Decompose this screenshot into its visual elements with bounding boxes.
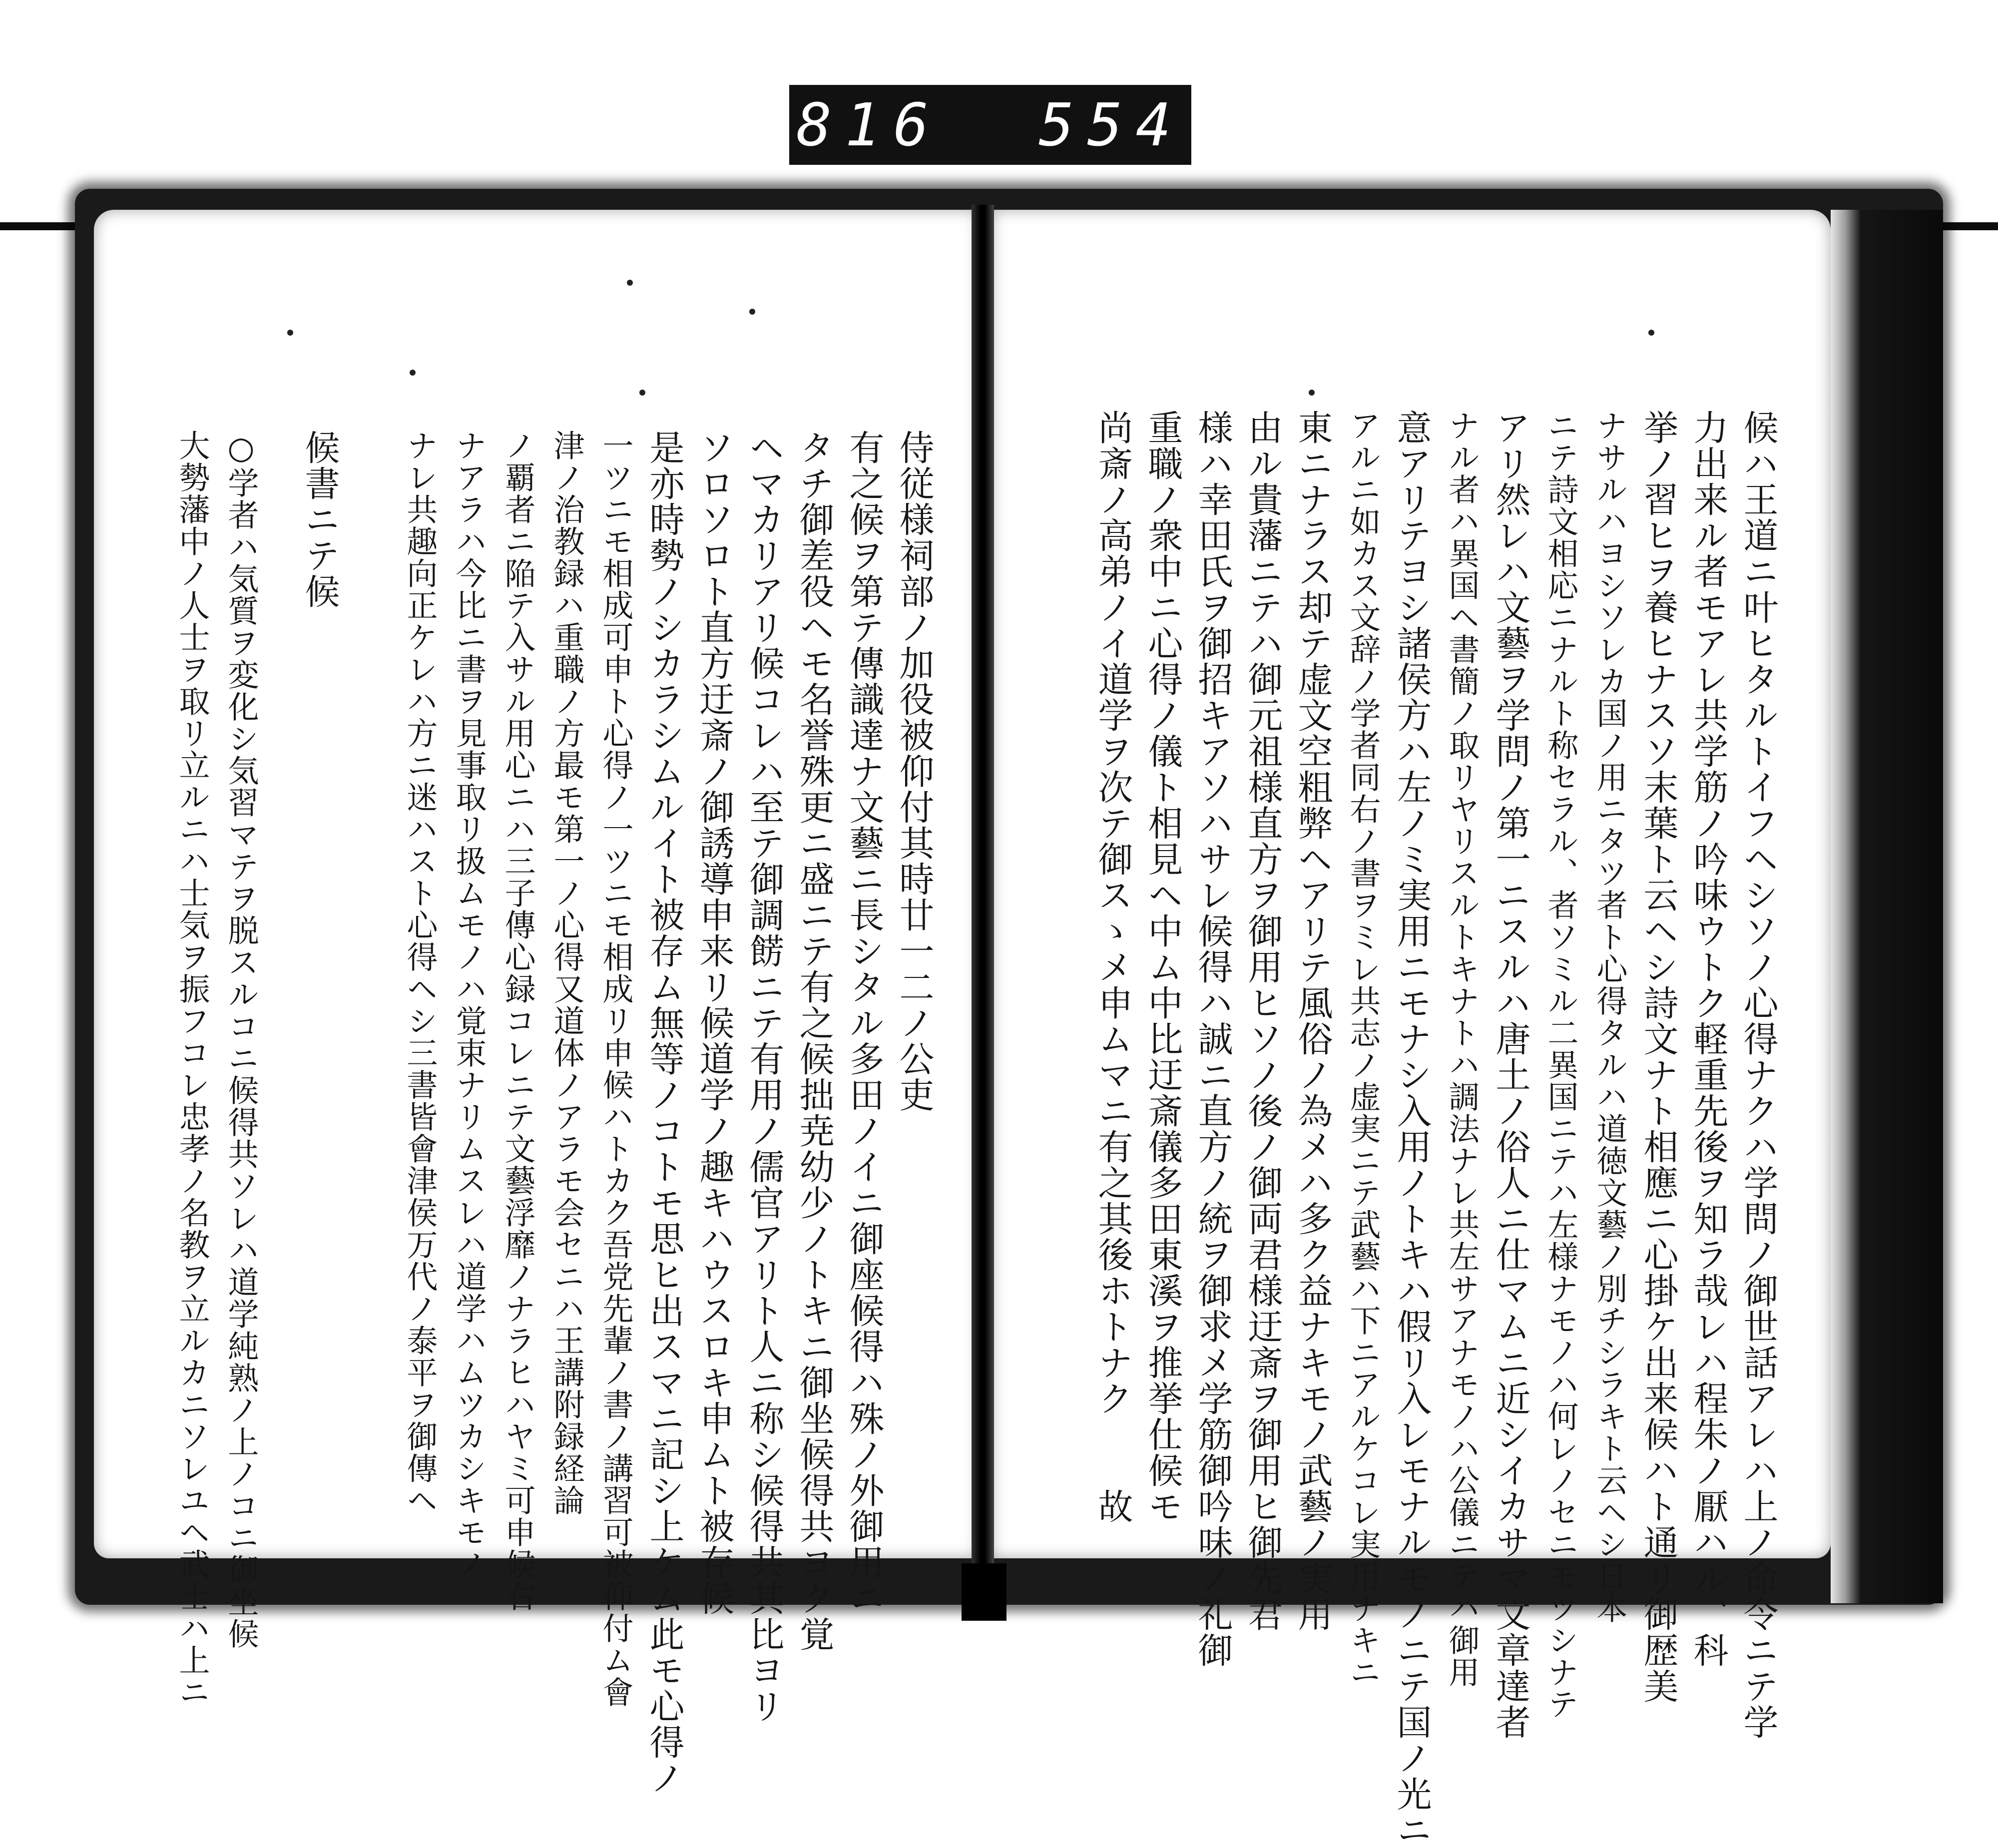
gutter-foot-shadow — [962, 1563, 1006, 1621]
text-column: 様ハ幸田氏ヲ御招キアソハサレ候得ハ誠ニ直方ノ統ヲ御求メ学筋御吟味ノ礼御 — [1192, 410, 1233, 1668]
text-column: 一ツニモ相成可申ト心得ノ一ツニモ相成リ申候ハトカク吾党先輩ノ書ノ講習可被仰付ム會 — [597, 430, 634, 1708]
archive-reference-label: 816 554 — [789, 85, 1191, 165]
text-column: 挙ノ習ヒヲ養ヒナスソ末葉ト云ヘシ詩文ナト相應ニ心掛ケ出来候ハト通リ御歴美 — [1638, 410, 1679, 1704]
book-edge-right — [1831, 210, 1943, 1603]
text-column: ナサルハヨシソレカ国ノ用ニタツ者ト心得タルハ道徳文藝ノ別チシラキト云ヘシ日本 — [1591, 410, 1628, 1624]
text-column: 是亦時勢ノシカラシムルイト被存ム無等ノコトモ思ヒ出スマニ記シ上ケム此モ心得ノ — [644, 430, 685, 1796]
text-column: 候ハ王道ニ叶ヒタルトイフヘシソノ心得ナクハ学問ノ御世話アレハ上ノ命令ニテ学 — [1738, 410, 1779, 1740]
text-column: ニテ詩文相応ニナルト称セラル、者ソミル二異国ニテハ左様ナモノハ何レノセニモツシナテ — [1542, 410, 1579, 1720]
text-column: 力出来ル者モアレ共学筋ノ吟味ウトク軽重先後ヲ知ラ哉レハ程朱ノ厭ハル、科 — [1688, 410, 1729, 1668]
text-column: ○学者ハ気質ヲ変化シ気習マテヲ脱スルコニ候得共ソレハ道学純熟ノ上ノコニ御坐候 — [223, 430, 259, 1650]
ink-dot — [1648, 330, 1654, 336]
ink-dot — [410, 370, 416, 376]
text-column: 東ニナラス却テ虚文空粗弊ヘアリテ風俗ノ為メハ多ク益ナキモノ武藝ノ実用 — [1292, 410, 1333, 1632]
text-column: ナル者ハ異国ヘ書簡ノ取リヤリスルトキナトハ調法ナレ共左サアナモノハ公儀ニテハ御用 — [1444, 410, 1480, 1688]
ink-dot — [1309, 390, 1315, 396]
ink-dot — [639, 390, 645, 396]
ink-dot — [627, 280, 633, 286]
text-column: ナレ共趣向正ケレハ方ニ迷ハスト心得ヘシ三書皆會津侯万代ノ泰平ヲ御傳ヘ — [402, 430, 438, 1516]
text-column: 由ル貴藩ニテハ御元祖様直方ヲ御用ヒソノ後ノ御両君様迂斎ヲ御用ヒ御先君 — [1242, 410, 1283, 1632]
text-column: ナアラハ今比ニ書ヲ見事取リ扱ムモノハ覚束ナリムスレハ道学ハムツカシキモノ — [451, 430, 487, 1580]
text-column: ノ覇者ニ陥テ入サル用心ニハ三子傳心録コレニテ文藝浮靡ノナラヒハヤミ可申候右 — [500, 430, 536, 1612]
text-column: 意アリテヨシ諸侯方ハ左ノミ実用ニモナシ入用ノトキハ假リ入レモナルモノニテ国ノ光ニ — [1391, 410, 1432, 1848]
text-column: アルニ如カス文辞ノ学者同右ノ書ヲミレ共志ノ虚実ニテ武藝ハ下ニアルケコレ実用ナキニ — [1345, 410, 1381, 1688]
text-column: 侍従様祠部ノ加役被仰付其時廿一二ノ公吏 — [894, 430, 935, 1113]
text-column: 尚斎ノ高弟ノイ道学ヲ次テ御スゝメ申ムマニ有之其後ホトナク 故 — [1092, 410, 1133, 1524]
text-column: 大勢藩中ノ人士ヲ取リ立ルニハ士気ヲ振フコレ忠孝ノ名教ヲ立ルカニソレユヘ武士ハ上ニ — [174, 430, 210, 1708]
text-column: 津ノ治教録ハ重職ノ方最モ第一ノ心得又道体ノアラモ会セニハ王講附録経論 — [548, 430, 585, 1516]
text-column: 有之候ヲ第テ傳識達ナ文藝ニ長シタル多田ノイニ御座候得ハ殊ノ外御用ニ — [844, 430, 885, 1616]
text-column: タチ御差役ヘモ名誉殊更ニ盛ニテ有之候拙尭幼少ノトキニ御坐候得共ヨク覚 — [794, 430, 835, 1652]
text-column: 候書ニテ候 — [299, 430, 340, 609]
text-column: ソロソロト直方迂斎ノ御誘導申来リ候道学ノ趣キハウスロキ申ムト被存候 — [694, 430, 735, 1616]
text-column: ヘマカリアリ候コレハ至テ御調餝ニテ有用ノ儒官アリト人ニ称シ候得共其比ヨリ — [744, 430, 785, 1724]
ink-dot — [287, 330, 293, 336]
text-column: 重職ノ衆中ニ心得ノ儀ト相見ヘ中ム中比迂斎儀多田東溪ヲ推挙仕候モ — [1142, 410, 1183, 1524]
text-column: アリ然レハ文藝ヲ学問ノ第一ニスルハ唐土ノ俗人ニ仕マムニ近シイカサマ文章達者 — [1490, 410, 1531, 1740]
ink-dot — [749, 309, 755, 315]
book-gutter — [972, 205, 994, 1618]
